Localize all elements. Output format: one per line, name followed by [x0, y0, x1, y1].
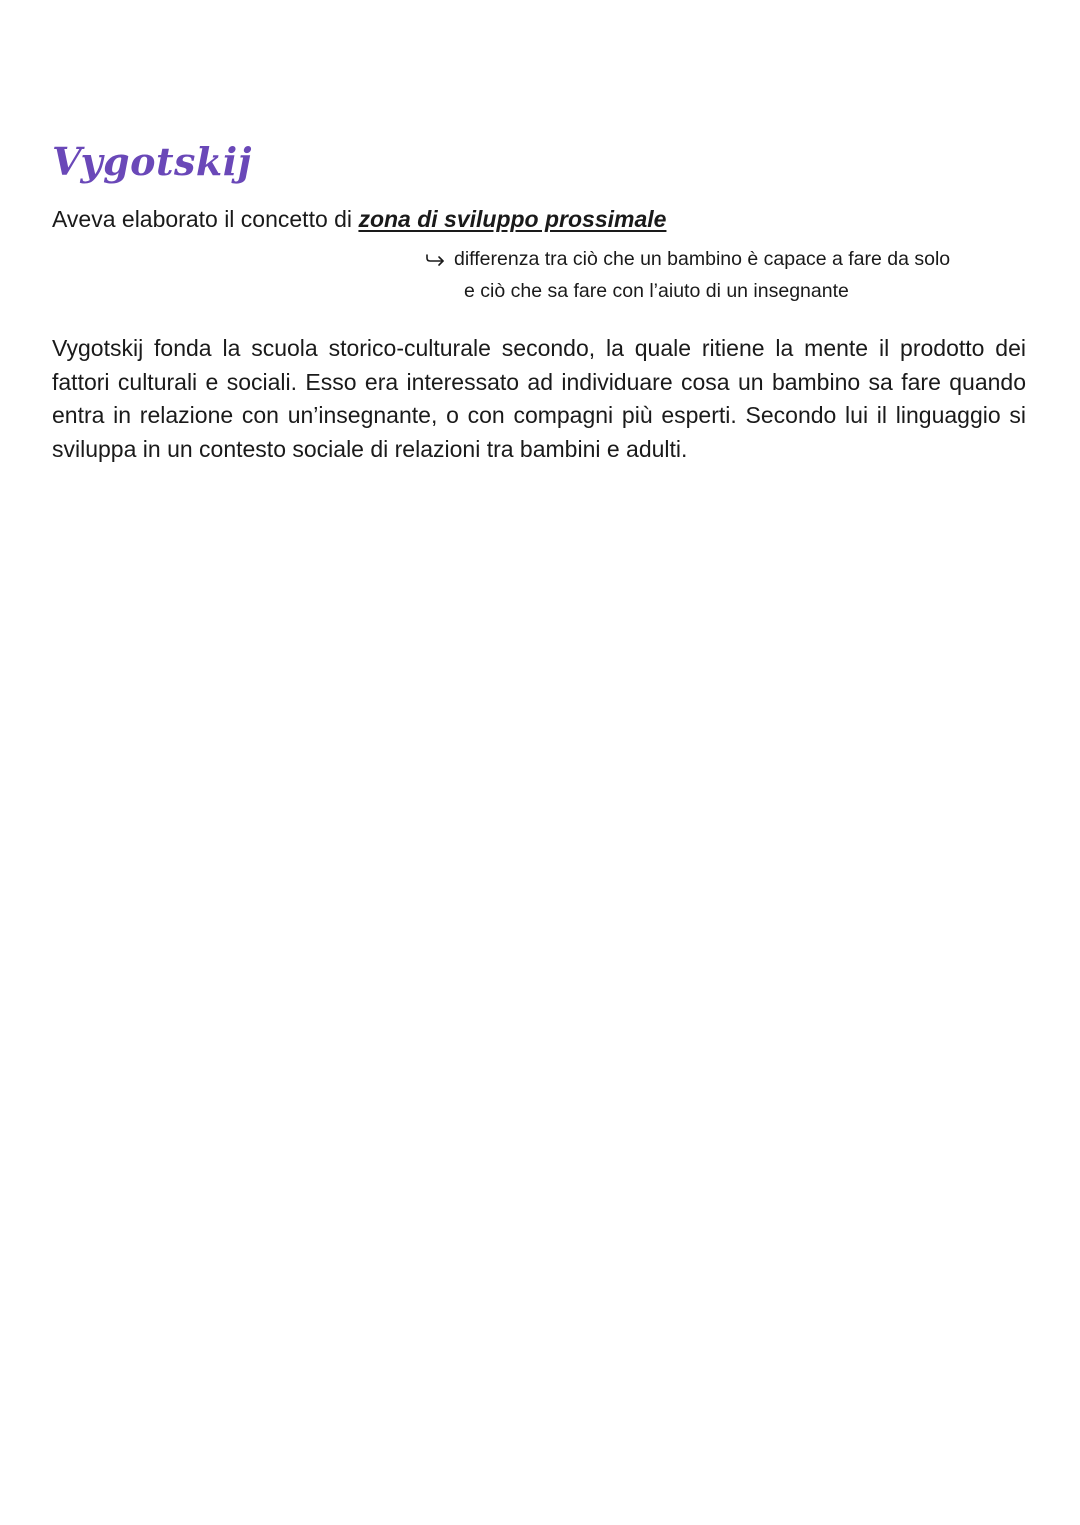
- definition-text-1: differenza tra ciò che un bambino è capace a fare da solo: [454, 248, 951, 270]
- page-title: Vygotskij: [52, 139, 252, 184]
- key-term: zona di sviluppo prossimale: [358, 206, 667, 232]
- intro-sentence: [52, 204, 666, 234]
- definition-text-2: e ciò che sa fare con l’aiuto di un insegnante: [464, 280, 849, 302]
- definition-line-1: [424, 243, 950, 275]
- body-paragraph: Vygotskij fonda la scuola storico-culturale secondo, la quale ritiene la mente il prodotto dei fattori culturali e sociali. Esso era interessato ad individuare cosa un bambino sa fare quando entra in relazione con un’insegnante, o con compagni più esperti. Secondo lui il linguaggio si sviluppa in un contesto sociale di relazioni tra bambini e adulti.: [52, 335, 1026, 462]
- hook-arrow-icon: [424, 253, 446, 267]
- intro-prefix: Aveva elaborato il concetto di: [52, 206, 359, 232]
- definition-note: [424, 243, 950, 307]
